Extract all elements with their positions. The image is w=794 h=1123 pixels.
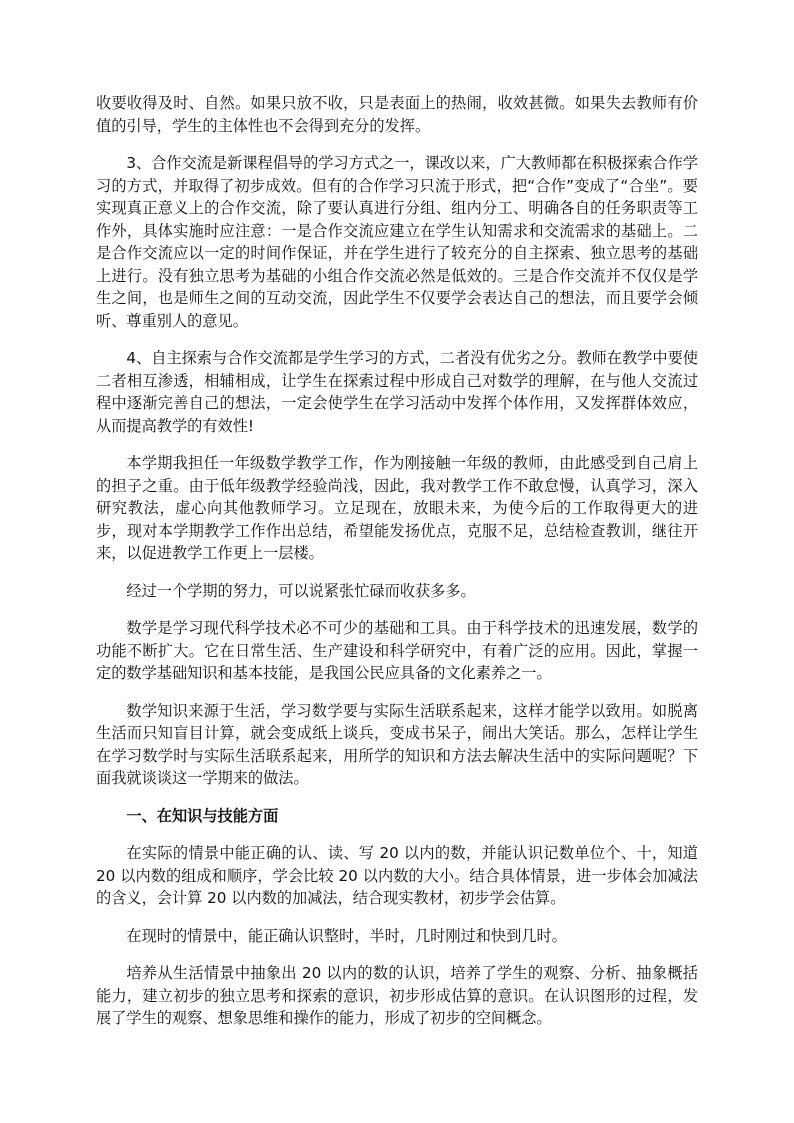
paragraph-abilities: 培养从生活情景中抽象出 20 以内的数的认识，培养了学生的观察、分析、抽象概括能力，建立初步的独立思考和探索的意识，初步形成估算的意识。在认识图形的过程，发展了学生的观察、想象思维和操作的能力，形成了初步的空间概念。	[96, 964, 698, 1027]
paragraph-cooperative-learning: 3、合作交流是新课程倡导的学习方式之一，课改以来，广大教师都在积极探索合作学习的方式，并取得了初步成效。但有的合作学习只流于形式，把“合作”变成了“合坐”。要实现真正意义上的合作交流，除了要认真进行分组、组内分工、明确各自的任务职责等工作外，具体实施时应注意：一是合作交流应建立在学生认知需求和交流需求的基础上。二是合作交流应以一定的时间作保证，并在学生进行了较充分的自主探索、独立思考的基础上进行。没有独立思考为基础的小组合作交流必然是低效的。三是合作交流并不仅仅是学生之间，也是师生之间的互动交流，因此学生不仅要学会表达自己的想法，而且要学会倾听、尊重别人的意见。	[96, 154, 698, 330]
paragraph-semester-summary: 经过一个学期的努力，可以说紧张忙碌而收获多多。	[126, 581, 476, 600]
paragraph-independent-exploration: 4、自主探索与合作交流都是学生学习的方式，二者没有优劣之分。教师在教学中要使二者相互渗透，相辅相成，让学生在探索过程中形成自己对数学的理解，在与他人交流过程中逐渐完善自己的想法，一定会使学生在学习活动中发挥个体作用，又发挥群体效应，从而提高教学的有效性!	[96, 349, 698, 435]
paragraph-semester-intro: 本学期我担任一年级数学教学工作，作为刚接触一年级的教师，由此感受到自己肩上的担子之重。由于低年级教学经验尚浅，因此，我对教学工作不敢怠慢，认真学习，深入研究教法，虚心向其他教师学习。立足现在，放眼未来，为使今后的工作取得更大的进步，现对本学期教学工作作出总结，希望能发扬优点，克服不足，总结检查教训，继往开来，以促进教学工作更上一层楼。	[96, 454, 698, 562]
paragraph-time-recognition: 在现时的情景中，能正确认识整时，半时，几时刚过和快到几时。	[126, 926, 567, 945]
section-heading: 一、在知识与技能方面	[126, 806, 279, 825]
document-page	[96, 92, 698, 1045]
paragraph-math-and-life: 数学知识来源于生活，学习数学要与实际生活联系起来，这样才能学以致用。如脱离生活而只知盲目计算，就会变成纸上谈兵，变成书呆子，闹出大笑话。那么，怎样让学生在学习数学时与实际生活联系起来，用所学的知识和方法去解决生活中的实际问题呢？下面我就谈谈这一学期来的做法。	[96, 701, 698, 787]
paragraph-continuation: 收要收得及时、自然。如果只放不收，只是表面上的热闹，收效甚微。如果失去教师有价值的引导，学生的主体性也不会得到充分的发挥。	[96, 94, 698, 135]
paragraph-math-importance: 数学是学习现代科学技术必不可少的基础和工具。由于科学技术的迅速发展，数学的功能不断扩大。它在日常生活、生产建设和科学研究中，有着广泛的应用。因此，掌握一定的数学基础知识和基本技能，是我国公民应具备的文化素养之一。	[96, 619, 698, 682]
paragraph-number-recognition: 在实际的情景中能正确的认、读、写 20 以内的数，并能认识记数单位个、十，知道 20 以内数的组成和顺序，学会比较 20 以内数的大小。结合具体情景，进一步体会加减法的含义，会计算 20 以内数的加减法，结合现实教材，初步学会估算。	[96, 844, 698, 907]
